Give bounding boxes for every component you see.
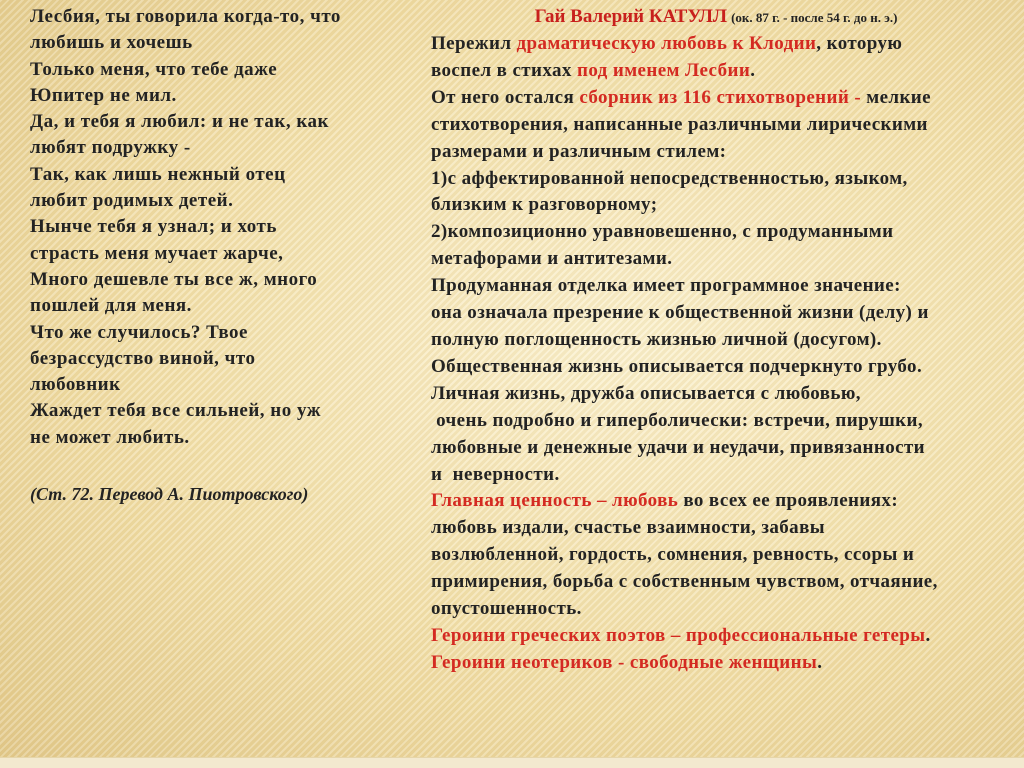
highlight-text: сборник из 116 стихотворений - [579,86,862,108]
article-line: стихотворения, написанные различными лирическими [431,113,928,135]
poem-line: страсть меня мучает жарче, [30,242,284,264]
article-line: очень подробно и гиперболически: встречи, пирушки, [431,409,924,431]
article-line [431,488,1021,515]
article-line [431,85,1021,112]
author-dates: (ок. 87 г. - после 54 г. до н. э.) [731,10,898,25]
text-run: . [925,624,931,646]
poem-line: Лесбия, ты говорила когда-то, что [30,6,341,27]
highlight-text: под именем Лесбии [576,59,751,81]
article-line: опустошенность. [431,598,582,620]
article-line: близким к разговорному; [431,194,658,216]
bottom-bar [0,757,1024,768]
poem-line: не может любить. [30,426,190,448]
article-heading [431,4,1021,31]
poem-line: любовник [30,374,121,396]
author-name: Гай Валерий КАТУЛЛ [534,6,728,27]
poem-line: Нынче тебя я узнал; и хоть [30,216,277,238]
poem-line: пошлей для меня. [30,295,192,317]
text-run: мелкие [861,86,931,108]
article-line: она означала презрение к общественной жизни (делу) и [431,302,929,324]
article-line [431,623,1021,650]
poem-line: Так, как лишь нежный отец [30,163,286,185]
text-run: Пережил [431,33,517,54]
poem-line: Только меня, что тебе даже [30,58,278,80]
poem-line: Юпитер не мил. [30,84,177,106]
article-line: Личная жизнь, дружба описывается с любовью, [431,382,861,404]
highlight-text: драматическую любовь к Клодии [516,33,817,54]
highlight-text: Героини греческих поэтов – профессиональные гетеры [431,624,926,646]
article-line: любовные и денежные удачи и неудачи, привязанности [431,436,926,458]
poem-line: Жаждет тебя все сильней, но уж [30,400,322,422]
article-line: Общественная жизнь описывается подчеркнуто грубо. [431,355,923,377]
article-line: любовь издали, счастье взаимности, забавы [431,517,825,539]
article-line: 1)с аффектированной непосредственностью, языком, [431,167,908,189]
highlight-text: Главная ценность – любовь [431,490,679,512]
article-line: возлюбленной, гордость, сомнения, ревность, ссоры и [431,544,915,566]
highlight-text: Героини неотериков - свободные женщины [431,651,818,673]
poem-column [30,4,410,506]
article-line [431,650,1021,677]
article-line: полную поглощенность жизнью личной (досугом). [431,328,882,350]
highlight-line: Продуманная отделка имеет программное значение: [431,275,901,297]
poem-line: любишь и хочешь [30,32,193,54]
poem-line: Да, и тебя я любил: и не так, как [30,111,329,133]
text-run: во всех ее проявлениях: [678,490,899,512]
poem-line: безрассудство виной, что [30,347,256,369]
article-column [431,4,1021,677]
poem-line: Много дешевле ты все ж, много [30,268,318,290]
poem-source: (Ст. 72. Перевод А. Пиотровского) [30,484,309,505]
poem-line: любит родимых детей. [30,190,234,212]
text-run: воспел в стихах [431,59,577,81]
article-line [431,31,1021,58]
poem-line: любят подружку - [30,137,191,159]
article-line: размерами и различным стилем: [431,140,727,162]
text-run: , которую [816,33,903,54]
article-line: примирения, борьба с собственным чувством, отчаяние, [431,571,938,593]
text-run: От него остался [431,86,580,108]
article-line [431,58,1021,85]
article-line: метафорами и антитезами. [431,248,673,270]
text-run: . [817,651,823,673]
article-line: и неверности. [431,463,560,485]
text-run: . [750,59,756,81]
article-line: 2)композиционно уравновешенно, с продуманными [431,221,894,243]
poem-line: Что же случилось? Твое [30,321,248,343]
